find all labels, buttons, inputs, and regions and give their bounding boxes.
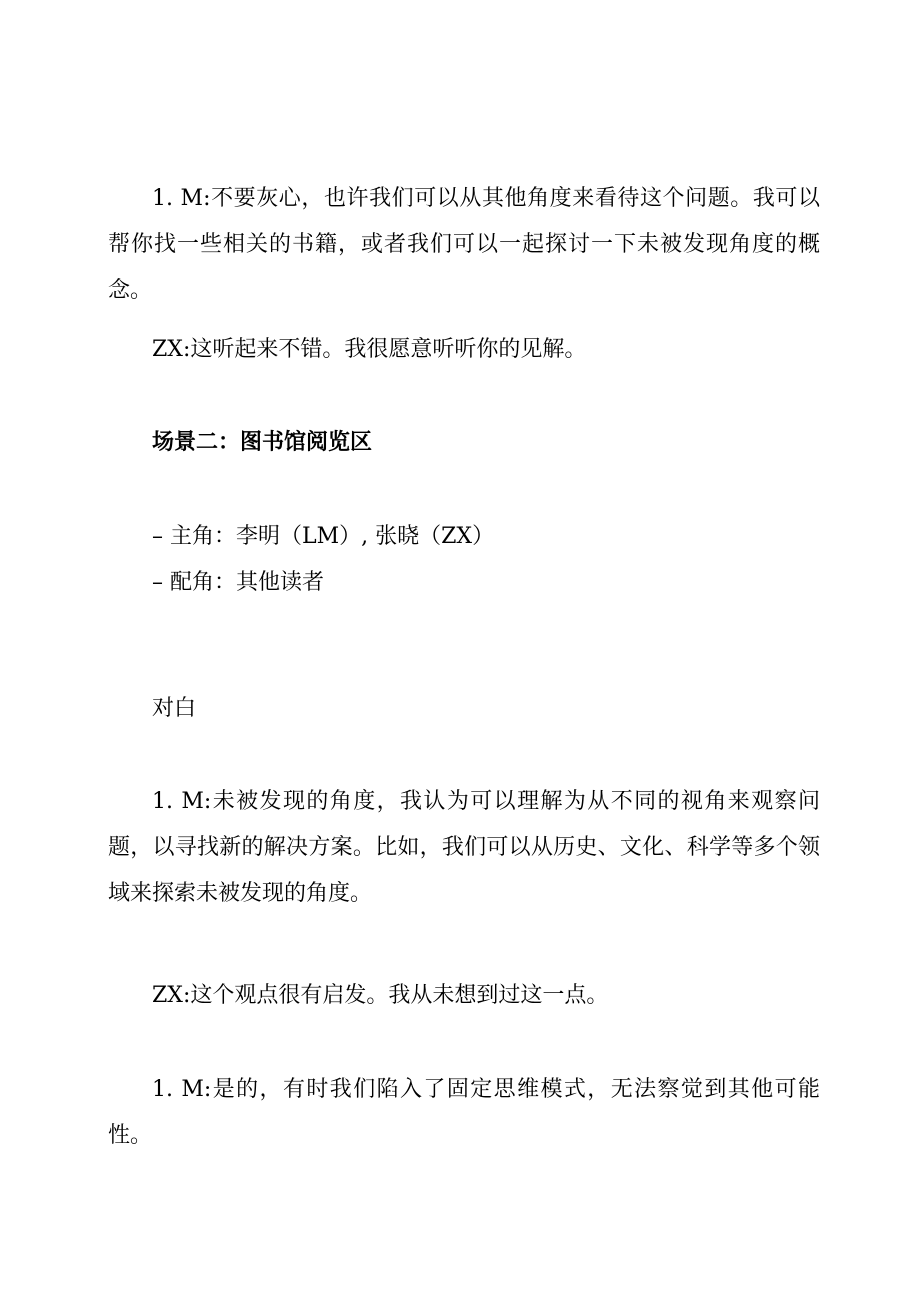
dialogue-paragraph-lm-2: 1. M:未被发现的角度，我认为可以理解为从不同的视角来观察问题，以寻找新的解决方案。比如，我们可以从历史、文化、科学等多个领域来探索未被发现的角度。: [108, 789, 820, 906]
dialogue-label: 对白: [152, 696, 197, 721]
dialogue-paragraph-lm-3: 1. M:是的，有时我们陷入了固定思维模式，无法察觉到其他可能性。: [108, 1077, 820, 1148]
cast-list: [152, 514, 494, 606]
cast-list-item-supporting: – 配角：其他读者: [152, 570, 324, 595]
dialogue-paragraph-zx-2: ZX:这个观点很有启发。我从未想到过这一点。: [152, 983, 609, 1008]
dialogue-paragraph-zx-1: ZX:这听起来不错。我很愿意听听你的见解。: [152, 337, 587, 362]
scene-heading: 场景二：图书馆阅览区: [152, 429, 373, 455]
dialogue-paragraph-lm-1: 1. M:不要灰心，也许我们可以从其他角度来看待这个问题。我可以帮你找一些相关的书籍，或者我们可以一起探讨一下未被发现角度的概念。: [108, 186, 820, 303]
cast-list-item-main: – 主角：李明（LM）, 张晓（ZX）: [152, 524, 495, 549]
